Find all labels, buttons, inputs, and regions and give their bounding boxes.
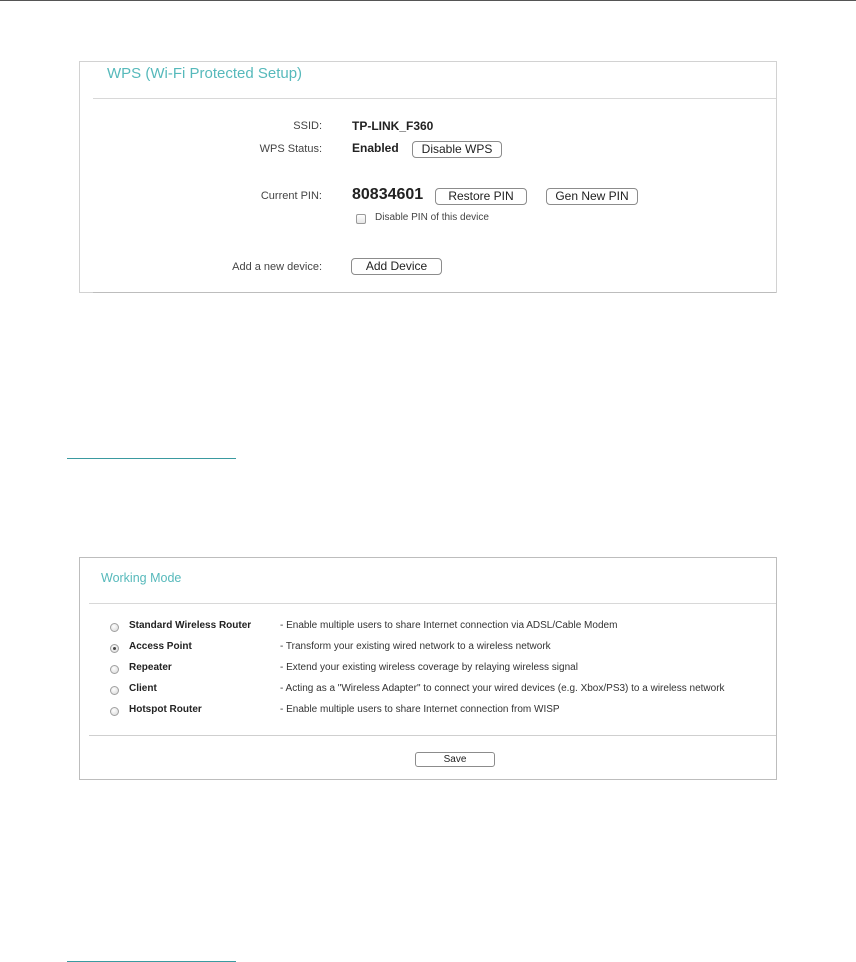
disable-wps-button[interactable]: Disable WPS (412, 141, 502, 158)
mode-radio[interactable] (110, 665, 119, 674)
mode-name: Access Point (129, 641, 192, 652)
mode-description: - Transform your existing wired network to a wireless network (280, 641, 551, 652)
add-device-button[interactable]: Add Device (351, 258, 442, 275)
gen-new-pin-button[interactable]: Gen New PIN (546, 188, 638, 205)
wps-status-label: WPS Status: (259, 143, 322, 155)
page-top-rule (0, 0, 856, 1)
disable-pin-checkbox-label: Disable PIN of this device (375, 212, 489, 223)
mode-description: - Enable multiple users to share Internet connection from WISP (280, 704, 560, 715)
current-pin-label: Current PIN: (260, 190, 322, 202)
working-mode-panel (79, 557, 777, 780)
wps-status-value: Enabled (352, 141, 399, 155)
mode-name: Client (129, 683, 157, 694)
wps-bottom-rule (93, 292, 776, 293)
mode-name: Hotspot Router (129, 704, 202, 715)
mode-row-standard-wireless-router[interactable] (80, 618, 778, 639)
working-mode-title: Working Mode (101, 571, 182, 585)
wps-panel-title: WPS (Wi-Fi Protected Setup) (107, 65, 303, 82)
ssid-value: TP-LINK_F360 (352, 119, 434, 133)
current-pin-value: 80834601 (352, 186, 424, 203)
mode-row-hotspot-router[interactable] (80, 702, 778, 723)
wps-panel (79, 61, 777, 293)
mode-radio[interactable] (110, 644, 119, 653)
mode-description: - Acting as a "Wireless Adapter" to connect your wired devices (e.g. Xbox/PS3) to a wireless network (280, 683, 725, 694)
mode-radio[interactable] (110, 686, 119, 695)
ssid-label: SSID: (293, 120, 322, 132)
mode-row-access-point[interactable] (80, 639, 778, 660)
mode-description: - Enable multiple users to share Internet connection via ADSL/Cable Modem (280, 620, 618, 631)
mode-name: Repeater (129, 662, 172, 673)
mode-description: - Extend your existing wireless coverage by relaying wireless signal (280, 662, 578, 673)
disable-pin-checkbox[interactable] (356, 214, 366, 224)
working-mode-title-divider (89, 603, 776, 604)
mode-radio[interactable] (110, 707, 119, 716)
working-mode-footer-divider (89, 735, 776, 736)
restore-pin-button[interactable]: Restore PIN (435, 188, 527, 205)
add-device-label: Add a new device: (232, 261, 322, 273)
save-button[interactable]: Save (415, 752, 495, 767)
wps-title-divider (93, 98, 776, 99)
mode-radio[interactable] (110, 623, 119, 632)
mode-row-repeater[interactable] (80, 660, 778, 681)
mode-row-client[interactable] (80, 681, 778, 702)
section-rule (67, 458, 236, 459)
mode-name: Standard Wireless Router (129, 620, 252, 631)
